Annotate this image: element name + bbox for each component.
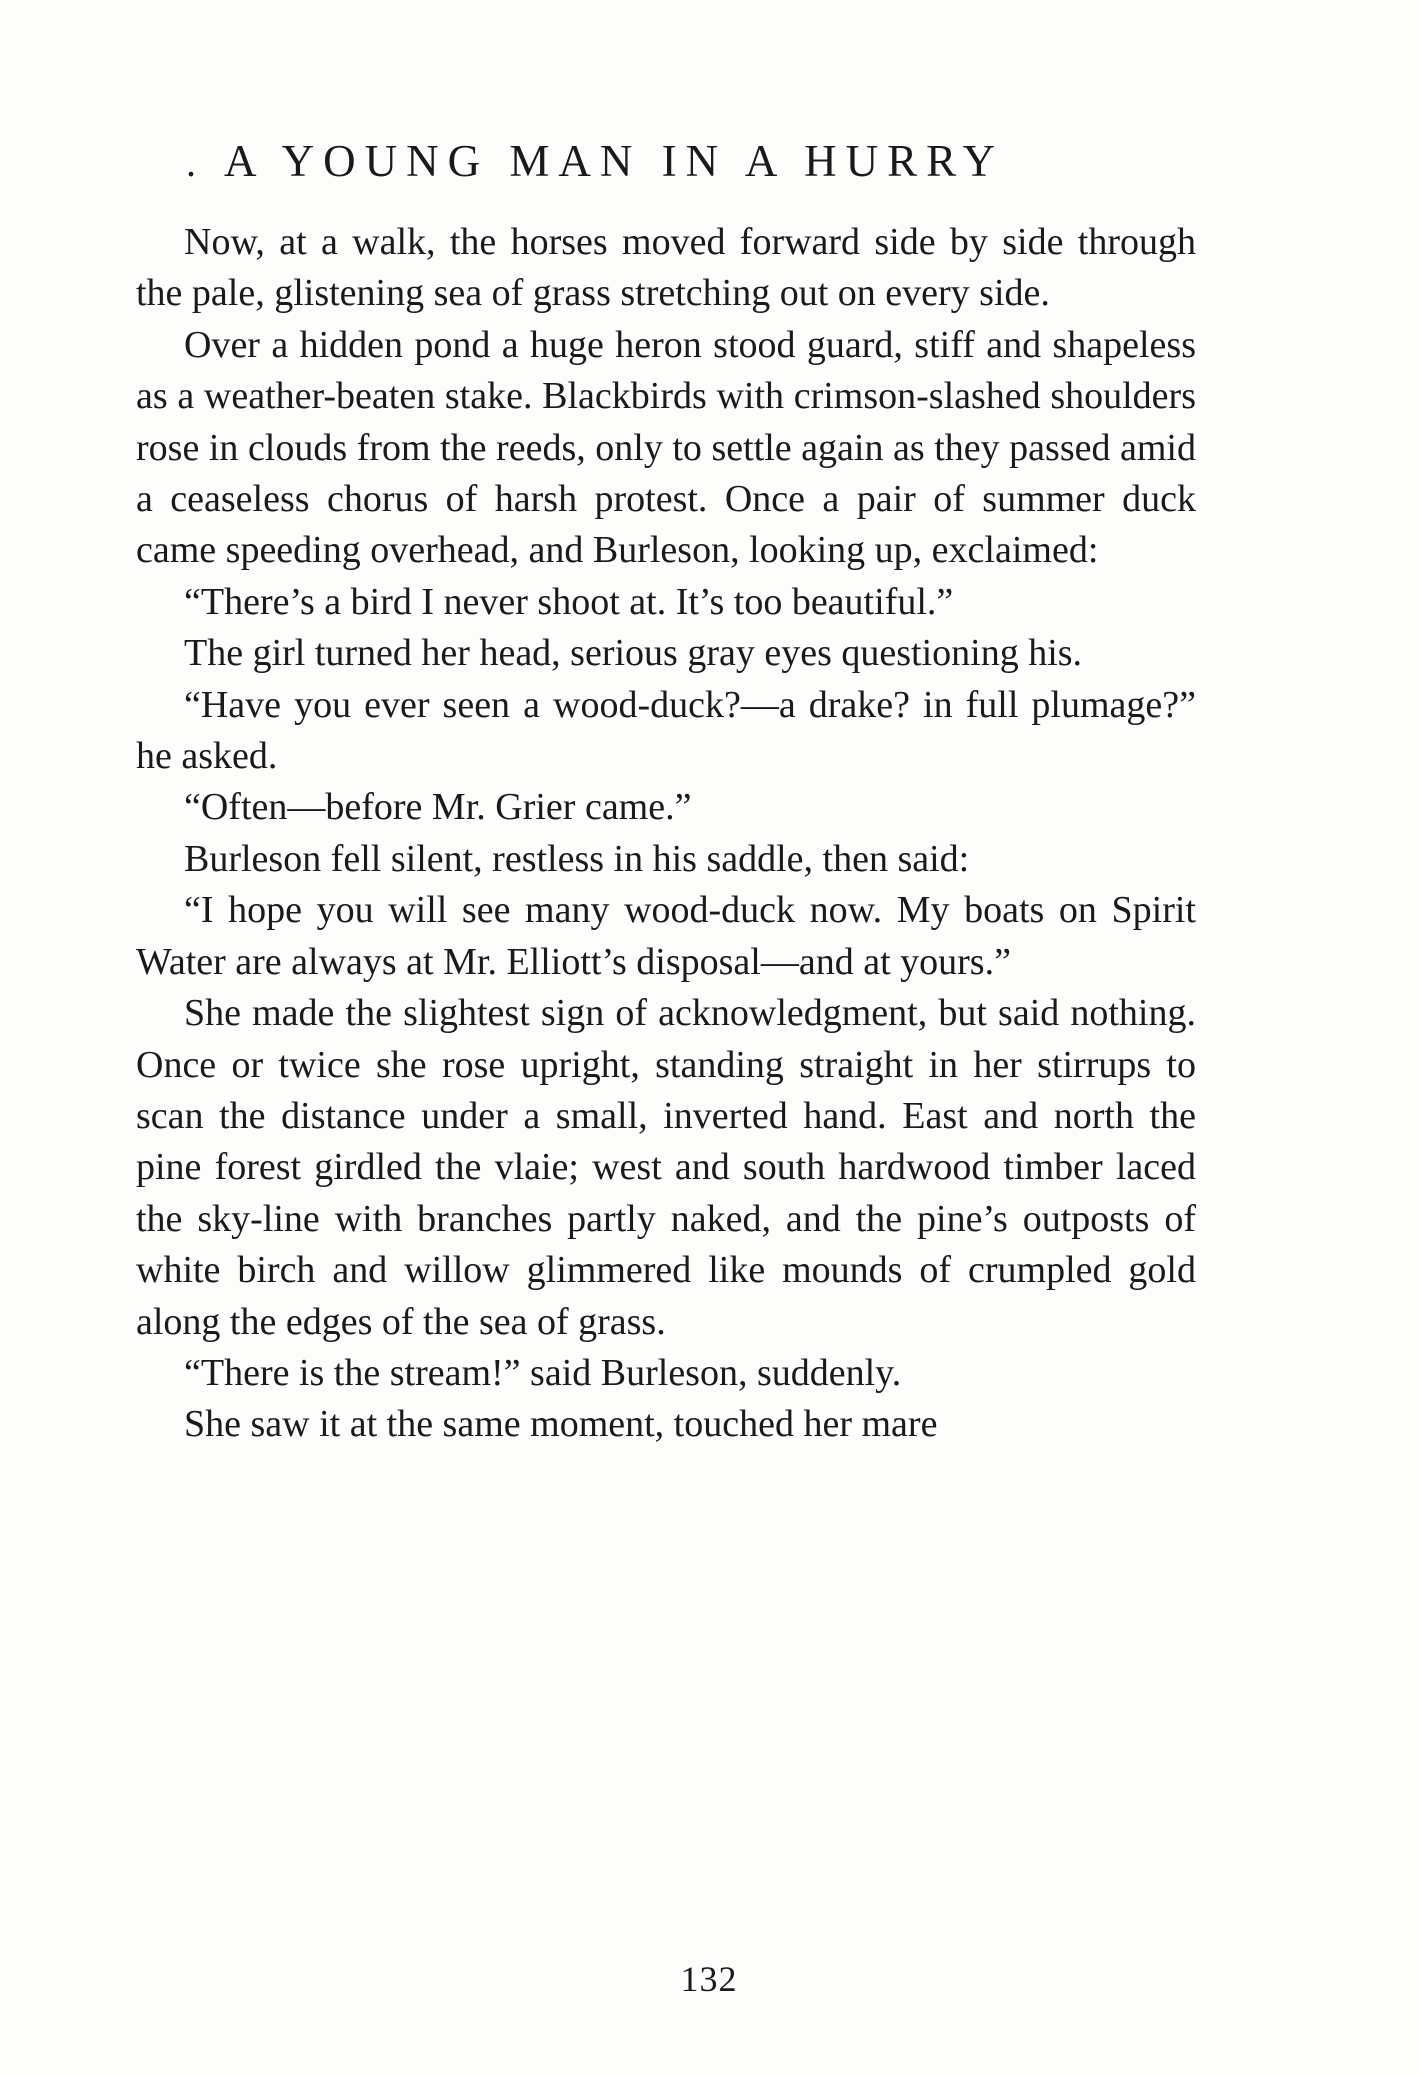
page-number: 132 — [680, 1959, 738, 1999]
paragraph: “Often—before Mr. Grier came.” — [184, 786, 692, 829]
paragraph: The girl turned her head, serious gray eyes questioning his. — [184, 632, 1083, 675]
paragraph: “There’s a bird I never shoot at. It’s too beautiful.” — [184, 580, 954, 623]
paragraph: “There is the stream!” said Burleson, suddenly. — [184, 1351, 902, 1394]
paragraph: “I hope you will see many wood-duck now. My boats on Spirit Water are always at Mr. Elliott’s disposal—and at yours.” — [136, 889, 1196, 983]
paragraph: Burleson fell silent, restless in his saddle, then said: — [184, 837, 970, 880]
paragraph: Over a hidden pond a huge heron stood guard, stiff and shapeless as a weather-beaten stake. Blackbirds with crimson-slashed shoulders rose in clouds from the reeds, only to settle again as they passed amid a ceaseless chorus of harsh protest. Once a pair of summer duck came speeding overhead, and Burleson, looking up, exclaimed: — [136, 323, 1196, 572]
paragraph: Now, at a walk, the horses moved forward side by side through the pale, glistening sea of grass stretching out on every side. — [136, 221, 1196, 315]
paragraph: “Have you ever seen a wood-duck?—a drake? in full plumage?” he asked. — [136, 683, 1196, 778]
body-text — [136, 217, 1196, 1451]
paragraph: She saw it at the same moment, touched her mare — [184, 1403, 938, 1446]
paragraph: She made the slightest sign of acknowledgment, but said nothing. Once or twice she rose upright, standing straight in her stirrups to scan the distance under a small, inverted hand. East and north the pine forest girdled the vlaie; west and south hardwood timber laced the sky-line with branches partly naked, and the pine’s outposts of white birch and willow glimmered like mounds of crumpled gold along the edges of the sea of grass. — [136, 992, 1196, 1343]
running-head-mark: . — [186, 140, 196, 185]
running-head-title: A YOUNG MAN IN A HURRY — [224, 136, 1005, 186]
running-head — [186, 134, 1286, 190]
